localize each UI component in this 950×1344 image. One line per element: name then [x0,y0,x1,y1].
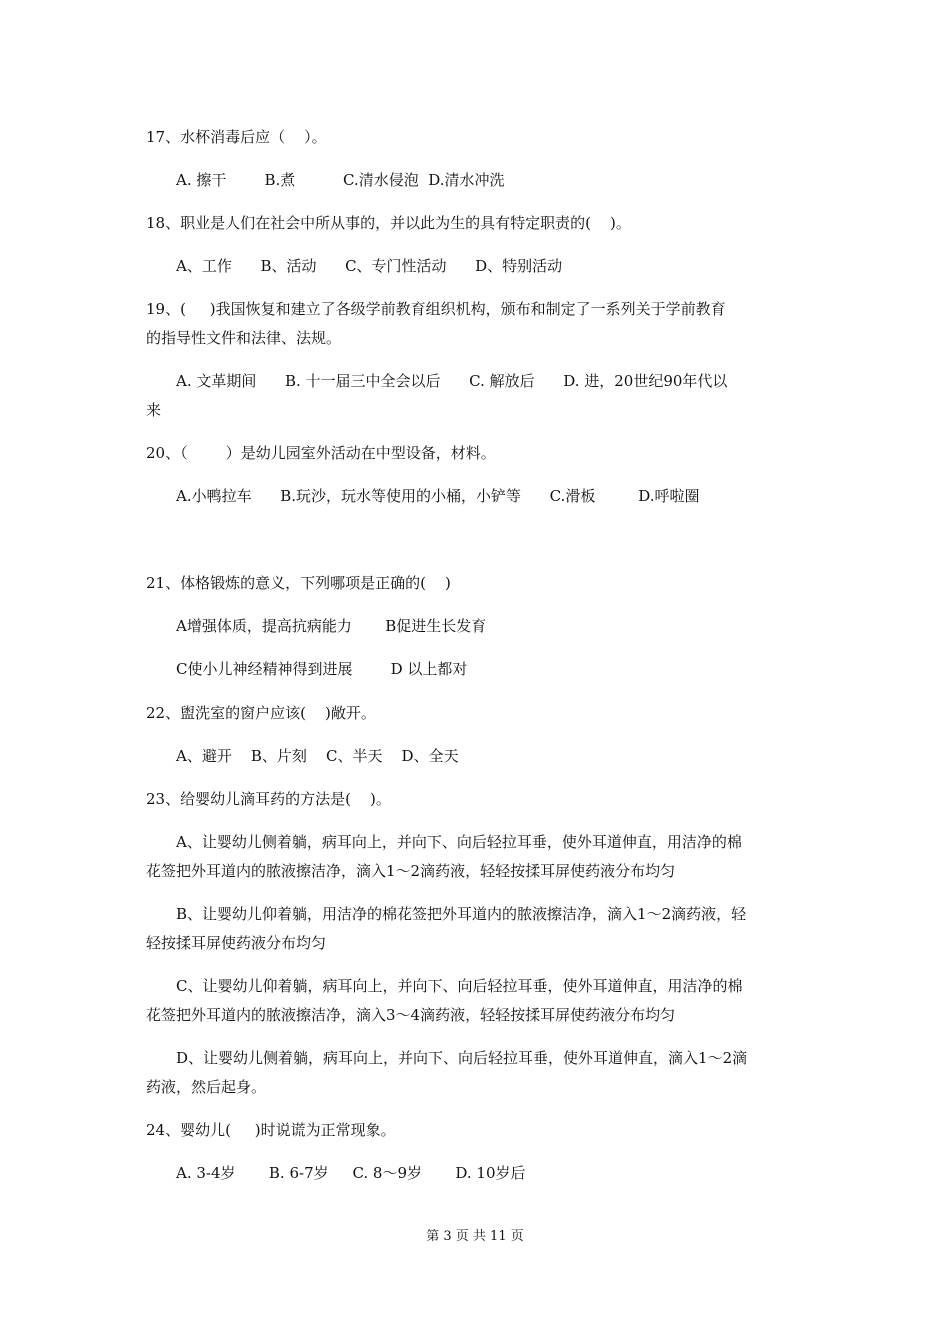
question-23-option-b-line1: B、让婴幼儿仰着躺，用洁净的棉花签把外耳道内的脓液擦洁净，滴入1～2滴药液，轻 [176,905,747,923]
question-20-stem: 20、（ ）是幼儿园室外活动在中型设备，材料。 [146,444,496,462]
question-18-stem: 18、职业是人们在社会中所从事的，并以此为生的具有特定职责的( )。 [146,214,631,232]
question-23-stem: 23、给婴幼儿滴耳药的方法是( )。 [146,790,391,808]
question-23-option-c-line1: C、让婴幼儿仰着躺，病耳向上，并向下、向后轻拉耳垂，使外耳道伸直，用洁净的棉 [176,977,743,995]
question-23-option-d-line2: 药液，然后起身。 [146,1078,267,1096]
question-23-option-c-line2: 花签把外耳道内的脓液擦洁净，滴入3～4滴药液，轻轻按揉耳屏使药液分布均匀 [146,1006,676,1024]
question-19-stem-line1: 19、( )我国恢复和建立了各级学前教育组织机构，颁布和制定了一系列关于学前教育 [146,300,726,318]
question-23-option-a-line2: 花签把外耳道内的脓液擦洁净，滴入1～2滴药液，轻轻按揉耳屏使药液分布均匀 [146,862,676,880]
question-24-stem: 24、婴幼儿( )时说谎为正常现象。 [146,1121,396,1139]
question-21-options-line1: A增强体质，提高抗病能力 B促进生长发育 [176,617,487,635]
question-23-option-b-line2: 轻按揉耳屏使药液分布均匀 [146,934,327,952]
page-footer: 第 3 页 共 11 页 [426,1229,524,1244]
question-23-option-d-line1: D、让婴幼儿侧着躺，病耳向上，并向下、向后轻拉耳垂，使外耳道伸直，滴入1～2滴 [176,1049,748,1067]
question-19-stem-line2: 的指导性文件和法律、法规。 [146,329,342,347]
question-21-stem: 21、体格锻炼的意义，下列哪项是正确的( ) [146,574,451,592]
question-21-options-line2: C使小儿神经精神得到进展 D 以上都对 [176,660,468,678]
question-19-options-line2: 来 [146,401,162,419]
question-23-option-a-line1: A、让婴幼儿侧着躺，病耳向上，并向下、向后轻拉耳垂，使外耳道伸直，用洁净的棉 [176,833,742,851]
question-19-options-line1: A. 文革期间 B. 十一届三中全会以后 C. 解放后 D. 进，20世纪90年代以 [176,372,728,390]
question-24-options: A. 3-4岁 B. 6-7岁 C. 8～9岁 D. 10岁后 [176,1164,526,1182]
question-17-options: A. 擦干 B.煮 C.清水侵泡 D.清水冲洗 [176,171,505,189]
question-22-options: A、避开 B、片刻 C、半天 D、全天 [176,747,459,765]
question-18-options: A、工作 B、活动 C、专门性活动 D、特别活动 [176,257,563,275]
question-17-stem: 17、水杯消毒后应（ ）。 [146,128,327,146]
question-22-stem: 22、盥洗室的窗户应该( )敞开。 [146,704,376,722]
question-20-options: A.小鸭拉车 B.玩沙，玩水等使用的小桶，小铲等 C.滑板 D.呼啦圈 [176,487,700,505]
